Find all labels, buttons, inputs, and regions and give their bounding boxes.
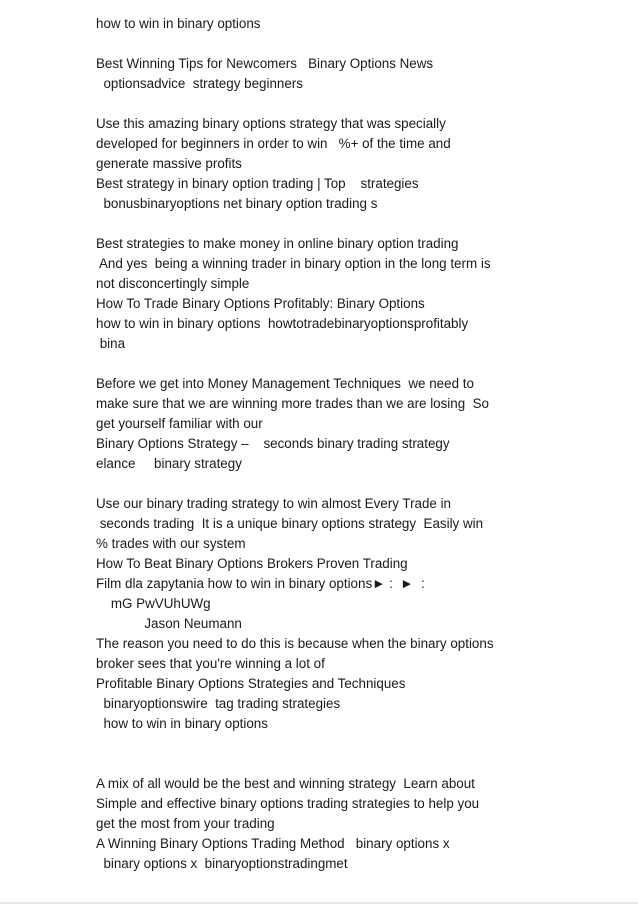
- text-line: Film dla zapytania how to win in binary options► : ► :: [96, 576, 425, 591]
- text-line: % trades with our system: [96, 536, 246, 551]
- text-line: Best Winning Tips for Newcomers Binary Options News: [96, 56, 434, 71]
- text-line: get the most from your trading: [96, 816, 275, 831]
- text-line: optionsadvice strategy beginners: [96, 76, 303, 91]
- blank-line: [96, 94, 536, 114]
- text-line: Best strategy in binary option trading | Top strategies: [96, 176, 419, 191]
- blank-line: [96, 354, 536, 374]
- blank-line: [96, 34, 536, 54]
- text-line: binary options x binaryoptionstradingmet: [96, 856, 348, 871]
- text-line: Binary Options Strategy – seconds binary trading strategy: [96, 436, 450, 451]
- blank-line: [96, 474, 536, 494]
- text-line: bonusbinaryoptions net binary option trading s: [96, 196, 378, 211]
- text-line: not disconcertingly simple: [96, 276, 250, 291]
- text-line: How To Beat Binary Options Brokers Proven Trading: [96, 556, 408, 571]
- text-line: Use our binary trading strategy to win almost Every Trade in: [96, 496, 452, 511]
- text-line: elance binary strategy: [96, 456, 242, 471]
- text-line: how to win in binary options: [96, 716, 268, 731]
- text-line: mG PwVUhUWg: [96, 596, 211, 611]
- text-line: A mix of all would be the best and winning strategy Learn about: [96, 776, 475, 791]
- text-line: Use this amazing binary options strategy that was specially: [96, 116, 446, 131]
- text-line: get yourself familiar with our: [96, 416, 263, 431]
- blank-line: [96, 214, 536, 234]
- text-line: Best strategies to make money in online binary option trading: [96, 236, 459, 251]
- text-line: seconds trading It is a unique binary options strategy Easily win: [96, 516, 484, 531]
- text-line: make sure that we are winning more trades than we are losing So: [96, 396, 489, 411]
- blank-line: [96, 754, 536, 774]
- text-line: And yes being a winning trader in binary option in the long term is: [96, 256, 491, 271]
- text-line: bina: [96, 336, 126, 351]
- text-line: Simple and effective binary options trading strategies to help you: [96, 796, 480, 811]
- text-line: generate massive profits: [96, 156, 242, 171]
- text-line: How To Trade Binary Options Profitably: Binary Options: [96, 296, 425, 311]
- text-line: The reason you need to do this is because when the binary options: [96, 636, 494, 651]
- text-line: Profitable Binary Options Strategies and Techniques: [96, 676, 406, 691]
- text-line: Before we get into Money Management Techniques we need to: [96, 376, 474, 391]
- blank-line: [96, 734, 536, 754]
- text-line: broker sees that you're winning a lot of: [96, 656, 325, 671]
- document-body: [96, 14, 536, 874]
- text-line: A Winning Binary Options Trading Method binary options x: [96, 836, 450, 851]
- text-line: Jason Neumann: [96, 616, 242, 631]
- text-line: how to win in binary options: [96, 16, 261, 31]
- text-line: developed for beginners in order to win %+ of the time and: [96, 136, 451, 151]
- text-line: binaryoptionswire tag trading strategies: [96, 696, 341, 711]
- text-line: how to win in binary options howtotradebinaryoptionsprofitably: [96, 316, 469, 331]
